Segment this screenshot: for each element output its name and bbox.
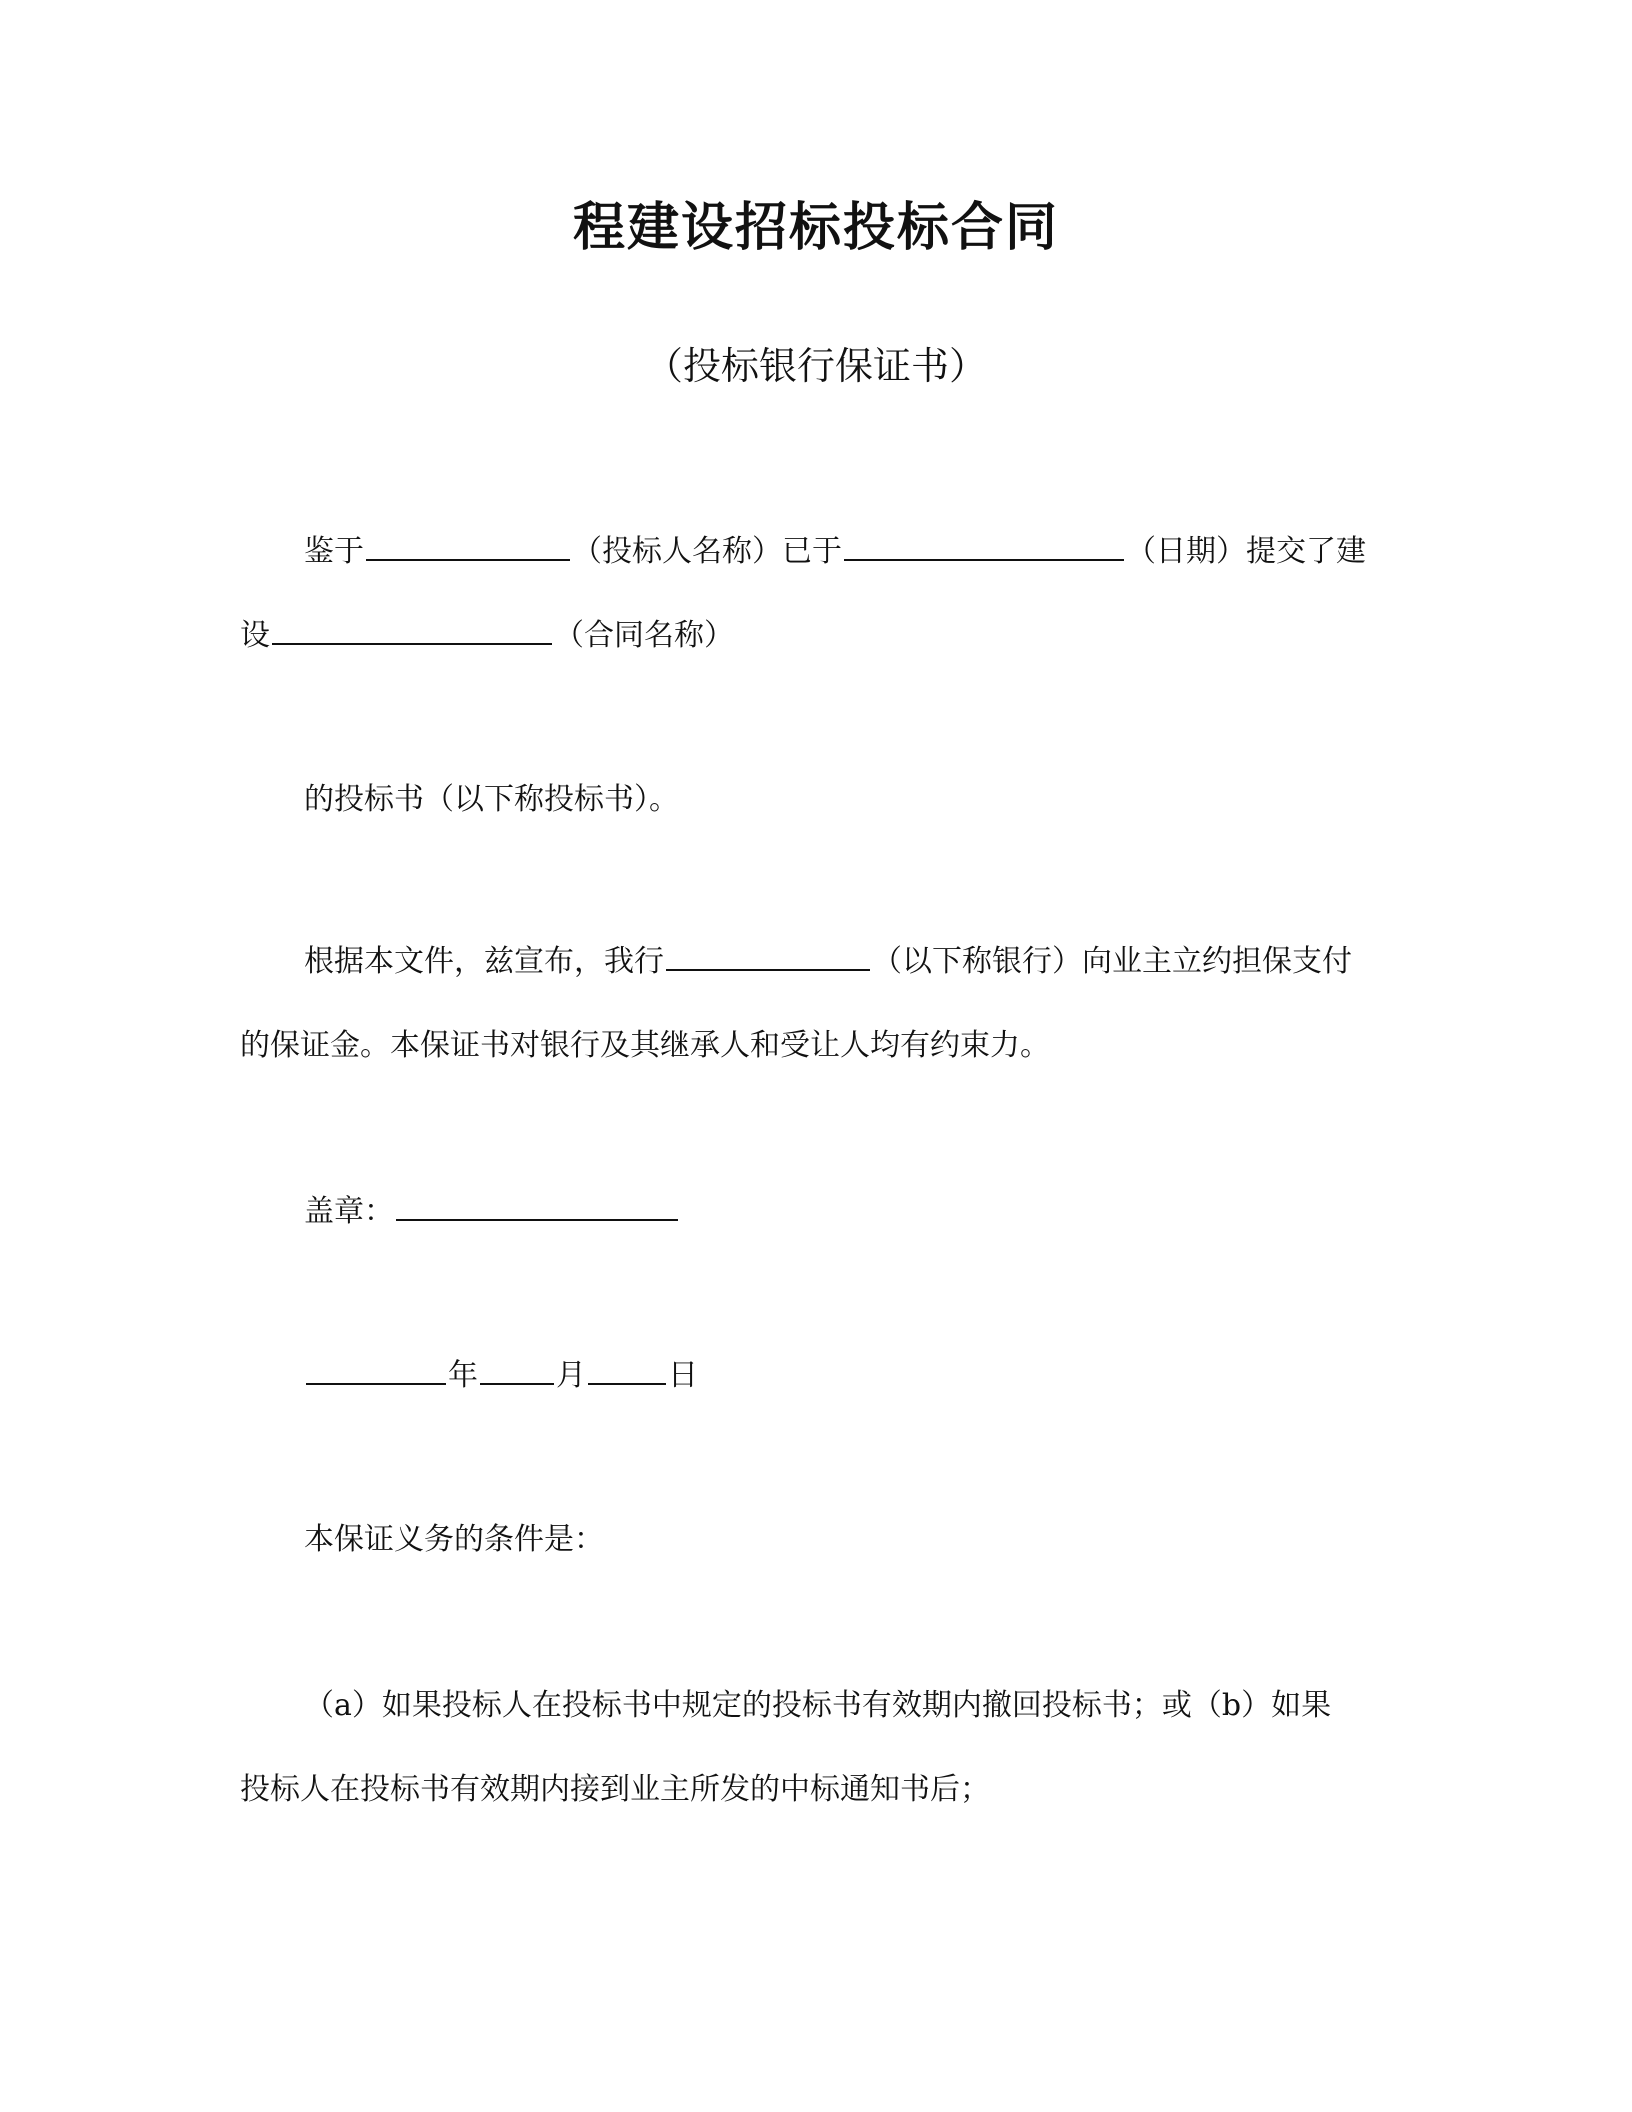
contract-name-blank <box>272 617 552 645</box>
date-blank <box>844 533 1124 561</box>
text-segment: （合同名称） <box>554 618 734 653</box>
bank-name-blank <box>666 943 870 971</box>
day-label: 日 <box>668 1358 698 1393</box>
document-subtitle: （投标银行保证书） <box>644 344 987 388</box>
day-blank <box>588 1357 666 1385</box>
seal-label: 盖章： <box>304 1194 394 1229</box>
paragraph-3-line-1 <box>304 940 1352 984</box>
paragraph-1-line-2 <box>240 614 734 658</box>
condition-a-line-1: （a）如果投标人在投标书中规定的投标书有效期内撤回投标书；或（b）如果 <box>304 1688 1332 1723</box>
date-line <box>304 1354 698 1398</box>
text-segment: 设 <box>240 618 270 653</box>
paragraph-1-line-1 <box>304 530 1366 574</box>
condition-a-line-2: 投标人在投标书有效期内接到业主所发的中标通知书后； <box>240 1772 990 1807</box>
month-label: 月 <box>556 1358 586 1393</box>
paragraph-3-line-2: 的保证金。本保证书对银行及其继承人和受让人均有约束力。 <box>240 1028 1050 1063</box>
month-blank <box>480 1357 554 1385</box>
document-title: 程建设招标投标合同 <box>572 198 1059 258</box>
text-segment: （投标人名称）已于 <box>572 534 842 569</box>
seal-blank <box>396 1193 678 1221</box>
year-label: 年 <box>448 1358 478 1393</box>
year-blank <box>306 1357 446 1385</box>
paragraph-2: 的投标书（以下称投标书）。 <box>304 782 679 817</box>
bidder-name-blank <box>366 533 570 561</box>
conditions-heading: 本保证义务的条件是： <box>304 1522 604 1557</box>
text-segment: 根据本文件，兹宣布，我行 <box>304 944 664 979</box>
text-segment: （日期）提交了建 <box>1126 534 1366 569</box>
text-segment: （以下称银行）向业主立约担保支付 <box>872 944 1352 979</box>
seal-line <box>304 1190 680 1234</box>
text-segment: 鉴于 <box>304 534 364 569</box>
